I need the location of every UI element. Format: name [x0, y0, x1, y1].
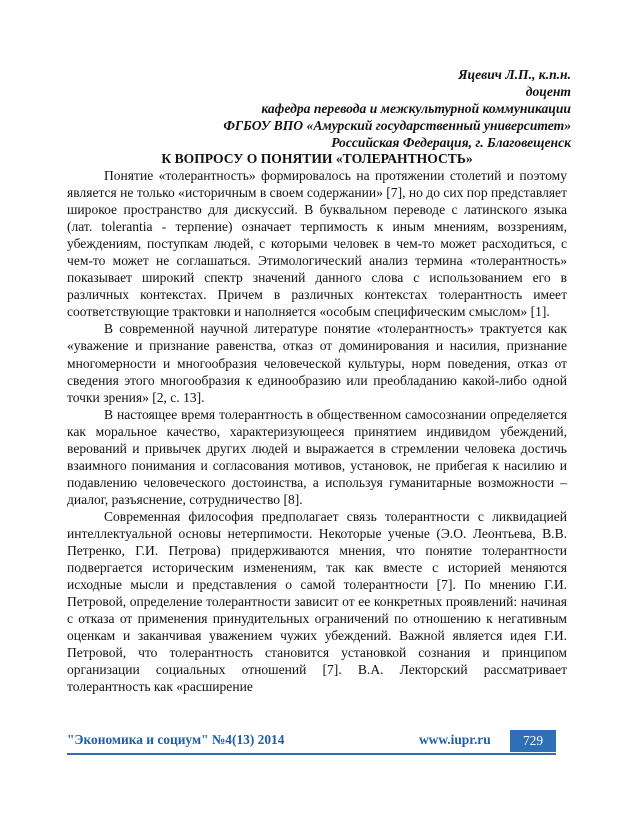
author-university: ФГБОУ ВПО «Амурский государственный университет» — [223, 118, 571, 133]
paragraph: В настоящее время толерантность в общественном самосознании определяется как моральное качество, характеризующееся принятием индивидом убеждений, верований и привычек других людей и выражается в стремлении человека достичь взаимного понимания и согласования мотивов, установок, не прибегая к насилию и подавлению человеческого достоинства, а используя гуманитарные возможности – диалог, разъяснение, сотрудничество [8]. — [67, 406, 567, 507]
paragraph: В современной научной литературе понятие «толерантность» трактуется как «уважение и признание равенства, отказ от доминирования и насилия, признание многомерности и многообразия человеческой культуры, норм поведения, отказ от сведения этого многообразия к единообразию или преобладанию какой-либо одной точки зрения» [2, с. 13]. — [67, 321, 567, 405]
article-body — [67, 167, 567, 695]
author-name: Яцевич Л.П., к.п.н. — [458, 67, 571, 82]
page-footer — [67, 730, 567, 752]
footer-rule — [67, 753, 556, 755]
article-title: К ВОПРОСУ О ПОНЯТИИ «ТОЛЕРАНТНОСТЬ» — [161, 151, 473, 166]
footer-journal-name: "Экономика и социум" №4(13) 2014 — [67, 732, 285, 747]
author-position: доцент — [525, 84, 571, 99]
paragraph: Понятие «толерантность» формировалось на протяжении столетий и поэтому является не только «историчным в своем содержании» [7], но до сих пор представляет широкое пространство для дискуссий. В буквальном переводе с латинского языка (лат. tolerantia - терпение) означает терпимость к иным мнениям, воззрениям, убеждениям, поступкам людей, с которыми человек в чем-то может расходиться, с чем-то может не соглашаться. Этимологический анализ термина «толерантность» показывает широкий спектр значений данного слова с использованием его в различных контекстах. Причем в различных контекстах толерантность имеет соответствующие трактовки и наполняется «особым специфическим смыслом» [1]. — [67, 168, 567, 320]
paragraph: Современная философия предполагает связь толерантности с ликвидацией интеллектуальной основы нетерпимости. Некоторые ученые (Э.О. Леонтьева, В.В. Петренко, Г.И. Петрова) придерживаются мнения, что понятие толерантности подвергается историческим изменениям, так как вместе с историей меняются исходные мысли и представления о самой толерантности [7]. По мнению Г.И. Петровой, определение толерантности зависит от ее конкретных проявлений: начиная с отказа от применения принудительных ограничений по отношению к негативным оценкам и заканчивая уважением чужих убеждений. Важной является идея Г.И. Петровой, что толерантность становится установкой сознания и принципом организации социальных отношений [7]. В.А. Лекторский рассматривает толерантность как «расширение — [67, 508, 567, 695]
page-number: 729 — [510, 730, 556, 752]
author-location: Российская Федерация, г. Благовещенск — [331, 135, 571, 150]
author-department: кафедра перевода и межкультурной коммуникации — [261, 101, 571, 116]
footer-website-link[interactable]: www.iupr.ru — [419, 732, 491, 747]
author-block — [51, 66, 571, 151]
